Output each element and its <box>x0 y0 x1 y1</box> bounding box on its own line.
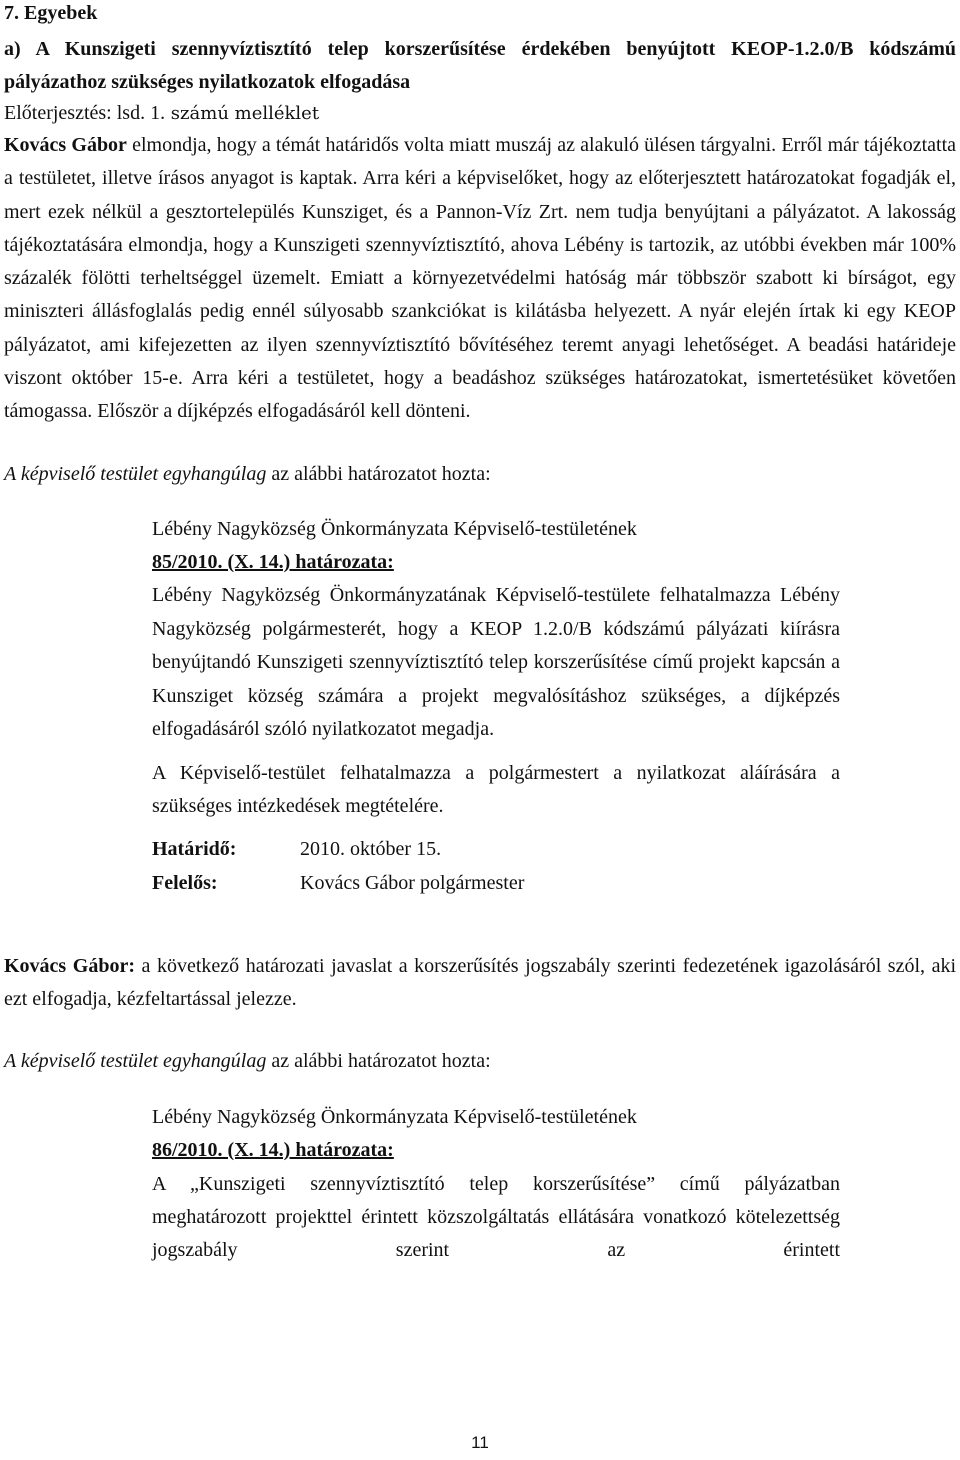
vote-rest-1: az alábbi határozatot hozta: <box>266 462 491 485</box>
item-a-text: elmondja, hogy a témát határidős volta miatt muszáj az alakuló ülésen tárgyalni. Erről már tájékoztatta a testületet, illetve írásos anyagot is kaptak. Arra kéri a képviselőket, hogy az előterjesztett határozatokat fogadják el, mert ezek nélkül a gesztortelepülés Kunsziget, és a Pannon-Víz Zrt. nem tudja benyújtani a pályázatot. A lakosság tájékoztatására elmondja, hogy a Kunszigeti szennyvíztisztító, ahova Lébény is tartozik, az utóbbi években már 100% százalék fölötti terheltséggel üzemelt. Emiatt a környezetvédelmi hatóság már többször szabott ki bírságot, egy miniszteri állásfoglalás pedig ennél súlyosabb szankciókat is kilátásba helyezett. A nyár elején írtak ki egy KEOP pályázatot, ami kifejezetten az ilyen szennyvíztisztító bővítéséhez teremt anyagi lehetőséget. A beadási határideje viszont október 15-e. Arra kéri a testületet, hogy a beadáshoz szükséges határozatokat, ismertetésüket követően támogassa. Először a díjképzés elfogadásáról kell dönteni. <box>4 134 957 423</box>
vote-statement-1 <box>4 462 956 486</box>
resolution-authorization: A Képviselő-testület felhatalmazza a polgármestert a nyilatkozat aláírására a szükséges intézkedések megtételére. <box>152 761 840 817</box>
resolution-body-name: Lébény Nagyközség Önkormányzata Képviselő-testületének <box>152 517 637 540</box>
item-b-text: a következő határozati javaslat a korszerűsítés jogszabály szerinti fedezetének igazolásáról szól, aki ezt elfogadja, kézfeltartással jelezze. <box>4 955 956 1011</box>
resolution-number-2: 86/2010. (X. 14.) határozata: <box>152 1139 394 1162</box>
vote-statement-2 <box>4 1049 956 1073</box>
resolution-86 <box>152 1101 840 1268</box>
resolution-text-2: A „Kunszigeti szennyvíztisztító telep korszerűsítése” című pályázatban meghatározott projekttel érintett közszolgáltatás ellátására vonatkozó kötelezettség jogszabály szerint az érintett <box>152 1172 840 1262</box>
responsible-label: Felelős: <box>152 871 218 894</box>
section-heading: 7. Egyebek <box>4 2 98 24</box>
document-page <box>4 0 956 1268</box>
item-a-title: a) A Kunszigeti szennyvíztisztító telep korszerűsítése érdekében benyújtott KEOP-1.2.0/B kódszámú pályázathoz szükséges nyilatkozatok elfogadása <box>4 38 956 93</box>
speaker-name: Kovács Gábor <box>4 134 127 156</box>
resolution-text: Lébény Nagyközség Önkormányzatának Képviselő-testülete felhatalmazza Lébény Nagyközség polgármesterét, hogy a KEOP 1.2.0/B kódszámú pályázati kiírásra benyújtandó Kunszigeti szennyvíztisztító telep korszerűsítése című projekt kapcsán a Kunsziget község számára a projekt megvalósításhoz szükséges, a díjképzés elfogadásáról szóló nyilatkozatot megadja. <box>152 584 840 741</box>
submission-reference-main: Előterjesztés: lsd. 1. <box>4 102 166 124</box>
responsible-value: Kovács Gábor polgármester <box>300 871 525 894</box>
deadline-label: Határidő: <box>152 838 237 861</box>
speaker-name-2: Kovács Gábor: <box>4 955 135 978</box>
vote-italic-2: A képviselő testület egyhangúlag <box>4 1049 267 1072</box>
item-b-paragraph <box>4 950 956 1017</box>
deadline-value: 2010. október 15. <box>300 838 442 861</box>
item-a-paragraph <box>4 129 956 429</box>
page-number: 11 <box>471 1433 489 1452</box>
resolution-85 <box>152 513 840 900</box>
vote-rest-2: az alábbi határozatot hozta: <box>266 1049 491 1072</box>
deadline-row <box>152 833 840 866</box>
resolution-number: 85/2010. (X. 14.) határozata: <box>152 551 394 574</box>
responsible-row <box>152 867 840 900</box>
vote-italic-1: A képviselő testület egyhangúlag <box>4 462 267 485</box>
submission-reference-suffix: számú melléklet <box>165 103 320 124</box>
resolution-body-name-2: Lébény Nagyközség Önkormányzata Képviselő-testületének <box>152 1105 637 1128</box>
submission-reference <box>4 99 956 128</box>
